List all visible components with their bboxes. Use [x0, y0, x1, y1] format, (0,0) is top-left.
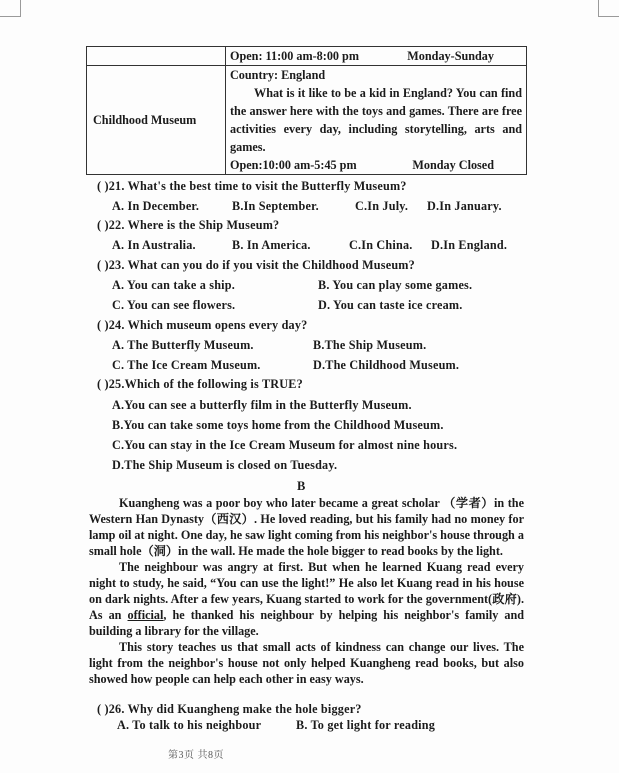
question-stem: ( )25.Which of the following is TRUE? — [97, 377, 303, 391]
section-heading: B — [297, 479, 306, 493]
museum-table — [86, 46, 527, 175]
answer-option: B.In September. — [232, 199, 319, 213]
answer-option: A. To talk to his neighbour — [117, 718, 262, 732]
passage-paragraph — [89, 559, 524, 639]
question-stem: ( )23. What can you do if you visit the Childhood Museum? — [97, 258, 415, 272]
passage-text: , he thanked his neighbour by helping his neighbor's family and building a library for the village. — [89, 608, 524, 638]
museum-country: Country: England — [230, 68, 326, 82]
answer-option: D.In January. — [427, 199, 502, 213]
crop-mark-top-left — [0, 0, 21, 17]
answer-option: C.You can stay in the Ice Cream Museum for almost nine hours. — [112, 438, 458, 452]
answer-option: B. You can play some games. — [318, 278, 473, 292]
crop-mark-top-right — [598, 0, 619, 17]
table-cell — [226, 66, 527, 175]
question-stem: ( )26. Why did Kuangheng make the hole bigger? — [97, 702, 362, 716]
answer-option: B.You can take some toys home from the Childhood Museum. — [112, 418, 444, 432]
open-hours: Open:10:00 am-5:45 pm — [230, 158, 357, 172]
answer-option: A. In Australia. — [112, 238, 196, 252]
open-hours: Open: 11:00 am-8:00 pm — [230, 49, 359, 63]
answer-option: B. To get light for reading — [296, 718, 436, 732]
museum-description: What is it like to be a kid in England? You can find the answer here with the toys and games. There are free activities every day, including storytelling, arts and games. — [230, 86, 522, 154]
open-days: Monday-Sunday — [407, 49, 494, 63]
passage-paragraph: Kuangheng was a poor boy who later became a great scholar （学者）in the Western Han Dynasty（西汉）. He loved reading, but his family had no money for lamp oil at night. One day, he saw light coming from his neighbor's house through a small hole（洞）in the wall. He made the hole bigger to read books by the light. — [89, 496, 524, 558]
answer-option: D. You can taste ice cream. — [318, 298, 463, 312]
table-row — [87, 47, 527, 66]
question-stem: ( )21. What's the best time to visit the Butterfly Museum? — [97, 179, 407, 193]
page-footer: 第3页 共8页 — [168, 750, 224, 761]
question-stem: ( )24. Which museum opens every day? — [97, 318, 308, 332]
answer-option: D.The Ship Museum is closed on Tuesday. — [112, 458, 338, 472]
answer-option: B. In America. — [232, 238, 311, 252]
underlined-word: official — [127, 608, 164, 622]
answer-option: A. You can take a ship. — [112, 278, 235, 292]
table-cell-empty — [87, 47, 226, 66]
table-cell — [226, 47, 527, 66]
passage-paragraph: This story teaches us that small acts of kindness can change our lives. The light from the neighbor's house not only helped Kuangheng read books, but also showed how people can help each other in easy ways. — [89, 640, 524, 686]
table-row — [87, 66, 527, 175]
answer-option: D.The Childhood Museum. — [313, 358, 460, 372]
answer-option: C.In China. — [349, 238, 413, 252]
answer-option: A. In December. — [112, 199, 200, 213]
answer-option: C.In July. — [355, 199, 409, 213]
open-days: Monday Closed — [412, 158, 494, 172]
answer-option: A. The Butterfly Museum. — [112, 338, 254, 352]
answer-option: D.In England. — [431, 238, 508, 252]
answer-option: C. You can see flowers. — [112, 298, 236, 312]
museum-name: Childhood Museum — [87, 66, 226, 175]
question-stem: ( )22. Where is the Ship Museum? — [97, 218, 280, 232]
answer-option: B.The Ship Museum. — [313, 338, 427, 352]
reading-passage — [89, 495, 524, 687]
answer-option: A.You can see a butterfly film in the Butterfly Museum. — [112, 398, 412, 412]
passage-text: The neighbour was angry at first. But when he learned Kuang read every night to study, he said, “You can use the light!” He also let Kuang read in his house on dark nights. After a few years, Kuang started to work for the government(政府). As an — [89, 560, 524, 622]
answer-option: C. The Ice Cream Museum. — [112, 358, 261, 372]
